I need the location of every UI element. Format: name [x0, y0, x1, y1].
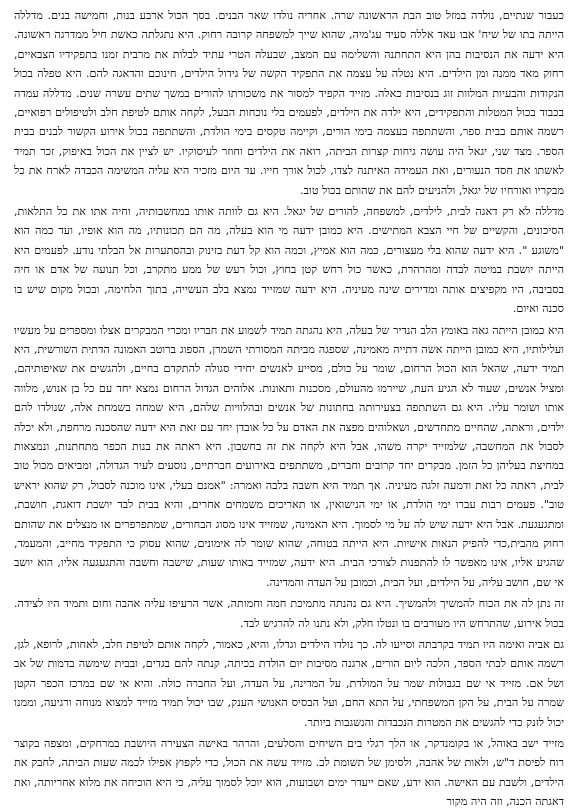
- paragraph: מדללה לא רק דאגה לבית, לילדים, למשפחה, להורים של יגאל. היא גם לוותה אותו במחשבותיה, וחיה אתו את כל התלאות, הסיכונים, והקשיים של חיי הצבא המתישים. היא כמובן ידעה מי הוא בעלה, מה הם תכונותיו, מה הוא אופיו, ועד כמה הוא "משוגע ". היא ידעה שהוא בלי מעצורים, כמה הוא אמיץ, וכמה הוא קל דעת בזינוק ובהסתערות אל הבלתי נודע. לפעמים היא הייתה יושבת במיטה לבדה ומהרהרת, כאשר כול רחש קטן בחוץ, וכול רעש של ממע מתקרב, וכל תנועה של אדם או חיה בסביבה, היו מקפיצים אותה ומדירים שינה מעיניה. היא ידעה שמזייד נמצא בלב העשייה, בתוך הלחימה, ובכול מקום שיש בו סכנה ואיום.: [14, 205, 564, 316]
- paragraph: גם אביה ואימה היו תמיד בקרבתה וסייעו לה. כך נולדו הילדים וגדלו, והיא, כאמור, לקחה אותם לטיפת חלב, לאחות, לרופא, לגן, רשמה אותם לבתי הספר, הלכה ליום הורים, ארגנה מסיבות יום הולדת בכיתה, קנתה להם בגדים, ובבית שימשה בדמות של אב ושל אם. מזייד אי שם בגבולות שמר על המולדת, על המדינה, על העדה, ועל החברה כולה. והיא אי שם במרכז הכפר הקטן שמרה על הבית, על הקן המשפחתי, על התא החם, ועל הבסיס האנושי הענק, שבו יכול תמיד מזייד למצוא מנוחה ורגיעה, וממנו יכול לזנק כדי להגשים את המטרות הנכבדות והנשגבות ביותר.: [14, 638, 564, 729]
- paragraph: זה נתן לה את הכוח להמשיך ולהמשיך. היא גם נהנתה מתמיכת חמה וחמותה, אשר הרעיפו עליה אהבה וחום ותמיד היו לצידה. בכול אירוע, שהתרחש היו מעורבים בו ונטלו חלק, ולא נתנו לה להרגיש לבד.: [14, 597, 564, 630]
- paragraph: כעבור שנתיים, נולדה במזל טוב הבת הראשונה שרה. אחריה נולדו שאר הבנים. בסך הכול ארבע בנות, וחמישה בנים. מדללה הייתה בתו של שיח' אבו עאד אללה סעיד עג'מיה, שהוא שייך למשפחה קרובה רחוק. היא נתגלתה כאשת חיל ממדרגה ראשונה. היא ידעה את הנסיבות בהן היא התחתנה והשלימה עם המצב, שבעלה הטרי עתיד לבלות את מרבית זמנו בתפקידיו הצבאיים, רחוק מאד ממנה ומן הילדים. היא נטלה על עצמה את התפקיד הקשה של גידול הילדים, חינוכם והדאגה להם. היא טפלה בכול הנקודות והבעיות המלוות זוג בנסיבות כאלה. מזייד הקפיד למסור את משכורתו להורים במשך שתים עשרה שנים. מדללה עמדה בכבוד בכול המטלות והתפקידים, היא ילדה את הילדים, לפעמים בלי נוכחות הבעל, לקחה אותם לטיפת חלב ולטיפולים רפואיים, רשמה אותם בבית ספר, והשתתפה בעצמה בימי הורים, וקיימה טקסים בימי הולדת, והשתתפה בכול אירוע הקשור לבנים בבית הספר. מצד שני, יגאל היה עושה גיחות קצרות הביתה, רואה את הילדים וחוזר לעיסוקיו. יש לציין את הכול באיפוק, זכר תמיד לאשתו את חסד הנעורים, ואת העמידה האיתנה לצדו, לכול אורך חייו. עד היום מזכיר היא עליה המשימה הכבדה לארח את כל מבקריו ואורחיו של יגאל, ולהניעים להם את שהותם בכול טוב.: [14, 9, 564, 197]
- paragraph: מזייד ישב באוהל, או בקומנדקר, או הלך רגלי בים השיחים והסלעים, והרהר באישה הצעירה היושבת במרחקים, ומצפה בקוצר רוח לפיסת ד"ש, ולאות של אהבה, ולסימן של תשומת לב. מזייד עשה את הכול, כדי לקפוץ אפילו לכמה שעות הביתה, לחבק את הילדים, ולשבת עם האישה. הוא ידע, שאם ייעדר ימים ושבועות, הוא יוכל לסמוך עליה, כי היא הוכיחה את מלוא אחריותה, ואת דאגתה הכנה, וזה היה מקור: [14, 737, 564, 809]
- paragraph: היא כמובן הייתה גאה באומץ הלב הנדיר של בעלה, היא נהגתה תמיד לשמוע את חבריו ומכרי המבקרים אצלו ומספרים על מעשיו ועלילותיו, היא כמובן הייתה אשה דתייה מאמינה, שספגה מביתה המסורתי השמרן, הספוג ברוטב האמונה הדתית השורשית, היא תמיד ידעה, שהאל הוא הכול הרחום, שומר על כולם, מסייע לאנשים יחידי סגולה להתקדם בחיים, ולהגשים את שאיפותיהם, ומציל אנשים, שעוד לא הגיע העת, שיירמו מהעולם, מסכנות ותאונות. אלוהים הגדול הרחום נמצא יחד עם כל בן אנוש, מלווה אותו ושומר עליו. היא גם השתתפה בצעירותה בחתונות של אנשים ובהלוויות שלהם, היא שמחה בשמחת אלה, שנולדו להם ילדים, וראתה, שהחיים מתחדשים, ושאלוהים מפצה את האדם על כל אובדן יחד עם זאת היא ידעה שהסכנה מרחפת, ולא יכלה לסבול את המחשבה, שלמזייד יקרה משהו, אבל היא לקחה את זה בחשבון. היא ראתה את בנות הכפר מתחתנות, ונמצאות במחיצת בעליהן כל הזמן. מבקרים יחד קרובים וחברים, משתתפים באירועים חברתיים, נוסעים לעיר הגדולה, ומביאים מכול טוב לבית, ראתה כל זאת ודמעה זלגה מעיניה. אך תמיד היא חשבה בלבה ואמרה: "אמנם בעלי, אינו מוכנה לסבול, רק שהוא יראיש טוב". פעמים רבות עברו ימי הולדת, או ימי הנישואין, או תאריכים משמחים אחרים, והיא בבית לבד יושבת דואגת, חושבת, ומתגעגעת. אבל היא ידעה שיש לה על מי לסמוך. היא האמינה, שמזייד אינו מסוג הבחורים, שמתפרפרים או מנצלים את שהותם רחוק מהבית,כדי להפיק הנאות אישיות. היא הייתה בטוחה, שהוא שומר לה אימונים, שהוא עסוק כי התפקיד מחייב, והמעמד, שהגיע אליו, אינו מאפשר לו להתפנות לצורכי הבית. היא ידעה, שמזייד באותו שעות, שישבה וחשבה והתגעגעה אליו, הוא יושב אי שם, חושב עליה, על הילדים, ועל הבית, וכמובן על העדה והמדינה.: [14, 323, 564, 589]
